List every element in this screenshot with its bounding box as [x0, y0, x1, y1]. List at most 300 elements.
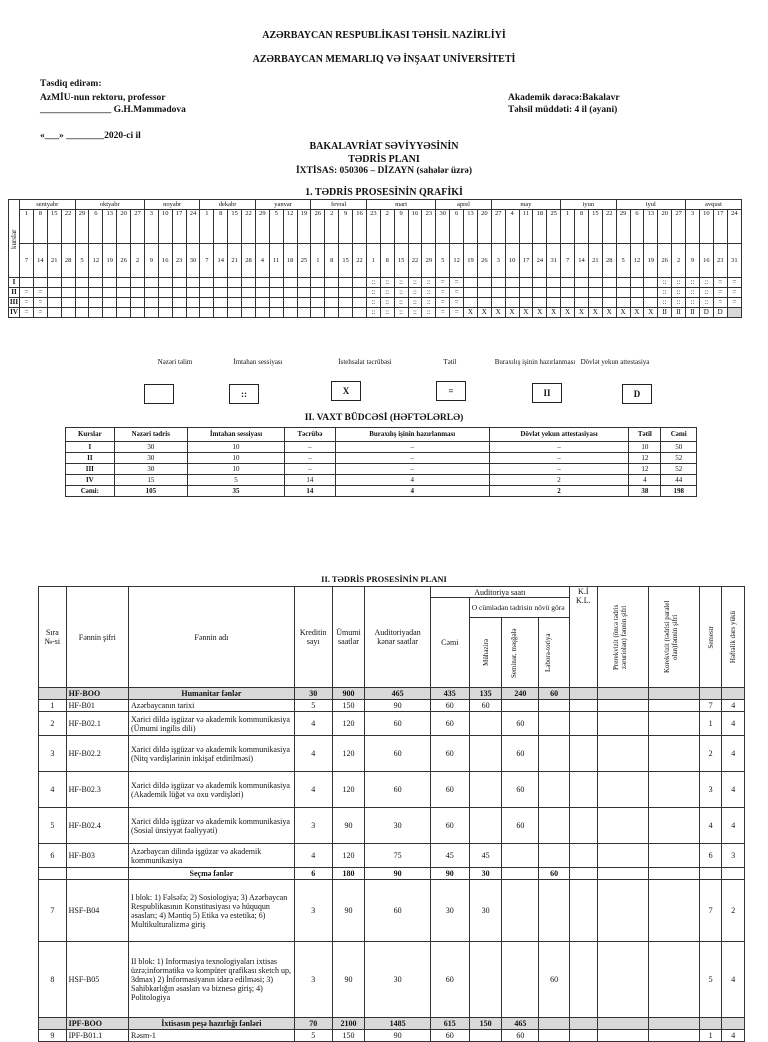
plan-cell-sem_h	[502, 868, 539, 880]
schedule-cell	[200, 308, 214, 318]
legend-label-vacation: Tətil	[443, 358, 457, 366]
plan-cell-no	[39, 688, 67, 700]
legend-label-practice: İstehsalat təcrübəsi	[338, 358, 392, 366]
month-aprel: aprel	[436, 200, 492, 210]
plan-cell-lab	[539, 880, 570, 942]
plan-cell-co	[648, 868, 699, 880]
schedule-cell	[630, 288, 644, 298]
hdr-coreq: Korekvizit (tədrisi paralel olan)fənnin şifri	[648, 587, 699, 688]
schedule-cell: X	[477, 308, 491, 318]
schedule-cell	[575, 288, 589, 298]
plan-cell-lab	[539, 772, 570, 808]
week-end: 26	[477, 244, 491, 278]
hdr-aud: Auditoriya saatı	[430, 587, 569, 598]
schedule-cell	[255, 288, 269, 298]
budget-cell: 30	[114, 464, 187, 475]
course-label: II	[9, 288, 20, 298]
plan-cell-week: 4	[722, 736, 745, 772]
schedule-cell: X	[533, 308, 547, 318]
schedule-cell	[339, 278, 353, 288]
schedule-cell	[547, 298, 561, 308]
plan-cell-total: 120	[332, 712, 365, 736]
schedule-cell: ::	[699, 288, 713, 298]
budget-cell: 2	[489, 475, 629, 486]
week-start: 1	[200, 210, 214, 244]
week-end: 26	[658, 244, 672, 278]
schedule-cell	[491, 298, 505, 308]
plan-cell-credit: 6	[294, 868, 332, 880]
plan-cell-code: IPF-B01.1	[66, 1030, 128, 1042]
schedule-cell	[158, 298, 172, 308]
week-start: 16	[408, 210, 422, 244]
week-end: 8	[380, 244, 394, 278]
plan-cell-code: HF-B02.4	[66, 808, 128, 844]
month-iyul: iyul	[616, 200, 685, 210]
plan-cell-sum: 60	[430, 808, 469, 844]
ministry-title: AZƏRBAYCAN RESPUBLİKASI TƏHSİL NAZİRLİYİ	[262, 30, 506, 41]
week-start: 8	[575, 210, 589, 244]
schedule-cell	[255, 298, 269, 308]
plan-cell-no: 9	[39, 1030, 67, 1042]
week-end: 7	[561, 244, 575, 278]
schedule-cell: ::	[422, 278, 436, 288]
hdr-seminar: Seminar, məşğələ	[502, 618, 539, 688]
schedule-cell: II	[672, 308, 686, 318]
plan-cell-lec	[469, 772, 502, 808]
budget-cell: IV	[66, 475, 115, 486]
plan-cell-outside: 60	[365, 772, 430, 808]
hdr-code: Fənnin şifri	[66, 587, 128, 688]
schedule-cell: ::	[366, 278, 380, 288]
budget-cell: 35	[187, 486, 284, 497]
plan-cell-total: 2100	[332, 1018, 365, 1030]
plan-cell-no: 6	[39, 844, 67, 868]
budget-cell: –	[335, 442, 489, 453]
budget-table	[65, 427, 697, 497]
week-end: 2	[131, 244, 145, 278]
week-end: 14	[33, 244, 47, 278]
schedule-cell	[61, 308, 75, 318]
plan-cell-sem_h: 60	[502, 736, 539, 772]
schedule-cell	[602, 288, 616, 298]
schedule-cell: =	[713, 278, 727, 288]
schedule-cell	[269, 288, 283, 298]
schedule-cell	[602, 278, 616, 288]
legend-box-vacation: =	[436, 381, 466, 401]
budget-cell: –	[489, 453, 629, 464]
plan-cell-sem_h: 60	[502, 712, 539, 736]
week-end: 25	[297, 244, 311, 278]
plan-cell-total: 120	[332, 844, 365, 868]
schedule-cell	[117, 288, 131, 298]
plan-cell-code	[66, 868, 128, 880]
schedule-cell	[269, 278, 283, 288]
week-start: 12	[283, 210, 297, 244]
schedule-cell	[533, 288, 547, 298]
schedule-cell: ::	[422, 288, 436, 298]
plan-cell-ki	[569, 736, 597, 772]
plan-cell-pre	[597, 736, 648, 772]
schedule-cell	[644, 288, 658, 298]
week-end: 1	[366, 244, 380, 278]
schedule-cell	[89, 298, 103, 308]
plan-cell-total: 120	[332, 772, 365, 808]
schedule-cell: X	[547, 308, 561, 318]
plan-cell-code: HF-B02.2	[66, 736, 128, 772]
schedule-cell	[269, 308, 283, 318]
budget-cell: 10	[629, 442, 661, 453]
schedule-cell: =	[20, 308, 34, 318]
week-start: 8	[214, 210, 228, 244]
plan-cell-total: 90	[332, 808, 365, 844]
schedule-cell	[103, 298, 117, 308]
week-end: 4	[255, 244, 269, 278]
schedule-cell	[186, 288, 200, 298]
schedule-cell	[283, 308, 297, 318]
budget-cell: Cəmi:	[66, 486, 115, 497]
plan-cell-sem_h	[502, 942, 539, 1018]
week-start: 6	[630, 210, 644, 244]
schedule-cell: ::	[658, 298, 672, 308]
schedule-cell: =	[727, 298, 741, 308]
plan-cell-co	[648, 700, 699, 712]
plan-cell-sem_h: 465	[502, 1018, 539, 1030]
schedule-cell	[47, 308, 61, 318]
schedule-cell	[242, 308, 256, 318]
schedule-cell: ::	[394, 288, 408, 298]
schedule-cell	[311, 278, 325, 288]
week-start: 2	[325, 210, 339, 244]
week-start: 17	[172, 210, 186, 244]
schedule-cell: II	[686, 308, 700, 318]
week-start: 29	[616, 210, 630, 244]
week-end: 15	[339, 244, 353, 278]
month-noyabr: noyabr	[144, 200, 200, 210]
week-start: 20	[477, 210, 491, 244]
week-end: 31	[547, 244, 561, 278]
legend-label-attestation: Dövlət yekun attestasiya	[580, 358, 650, 366]
hdr-weekly: Həftəlik dərs yükü	[722, 587, 745, 688]
week-end: 5	[75, 244, 89, 278]
schedule-cell	[75, 308, 89, 318]
legend-box-exam: ::	[229, 384, 259, 404]
plan-cell-outside: 30	[365, 942, 430, 1018]
budget-header: Nəzəri tədris	[114, 428, 187, 442]
budget-cell: –	[335, 453, 489, 464]
plan-cell-sum: 60	[430, 772, 469, 808]
plan-cell-lab	[539, 712, 570, 736]
plan-cell-sem_h: 60	[502, 808, 539, 844]
week-start: 13	[464, 210, 478, 244]
budget-header: Buraxılış işinin hazırlanması	[335, 428, 489, 442]
schedule-cell	[47, 298, 61, 308]
budget-cell: III	[66, 464, 115, 475]
plan-cell-ki	[569, 808, 597, 844]
week-end: 5	[436, 244, 450, 278]
week-end: 12	[89, 244, 103, 278]
plan-cell-lec	[469, 1030, 502, 1042]
schedule-cell	[255, 278, 269, 288]
schedule-cell	[311, 288, 325, 298]
legend-box-theory	[144, 384, 174, 404]
plan-cell-name: I blok: 1) Fəlsəfə; 2) Sosiologiya; 3) Azərbaycan Respublikasının Konstitusiyası və hüququn əsasları; 4) Məntiq 5) Etika və estetika; 6) Multikulturalizmə giriş	[129, 880, 295, 942]
week-end: 19	[644, 244, 658, 278]
plan-cell-outside: 90	[365, 868, 430, 880]
budget-cell: 4	[629, 475, 661, 486]
schedule-cell	[547, 288, 561, 298]
plan-cell-ki	[569, 942, 597, 1018]
plan-cell-sem: 6	[699, 844, 722, 868]
plan-cell-no: 1	[39, 700, 67, 712]
schedule-cell	[61, 298, 75, 308]
plan-cell-week: 3	[722, 844, 745, 868]
plan-cell-sem	[699, 688, 722, 700]
schedule-cell	[200, 298, 214, 308]
schedule-cell	[47, 278, 61, 288]
budget-cell: 14	[285, 486, 336, 497]
schedule-cell: ::	[380, 298, 394, 308]
plan-cell-week: 4	[722, 942, 745, 1018]
budget-cell: 38	[629, 486, 661, 497]
hdr-aud-sub: O cümlədən tədrisin növü görə	[469, 598, 569, 618]
budget-cell: 198	[661, 486, 697, 497]
week-start: 29	[255, 210, 269, 244]
plan-cell-name: Xarici dildə işgüzar və akademik kommunikasiya (Ümumi ingilis dili)	[129, 712, 295, 736]
plan-cell-ki	[569, 688, 597, 700]
schedule-cell: D	[699, 308, 713, 318]
schedule-cell	[144, 298, 158, 308]
schedule-cell: ::	[394, 308, 408, 318]
plan-cell-sum: 90	[430, 868, 469, 880]
schedule-cell: X	[575, 308, 589, 318]
month-sentyabr: sentyabr	[20, 200, 76, 210]
hdr-no: Sıra №-si	[39, 587, 67, 688]
plan-cell-ki	[569, 1030, 597, 1042]
schedule-cell: ::	[366, 308, 380, 318]
week-end: 21	[228, 244, 242, 278]
schedule-cell	[561, 288, 575, 298]
schedule-cell	[630, 298, 644, 308]
week-start: 27	[672, 210, 686, 244]
kurslar-header: kurslar	[9, 200, 20, 278]
schedule-cell	[172, 278, 186, 288]
week-start: 27	[131, 210, 145, 244]
rector-label: AzMİU-nun rektoru, professor	[40, 93, 166, 103]
budget-cell: 2	[489, 486, 629, 497]
plan-cell-lab: 60	[539, 868, 570, 880]
plan-cell-pre	[597, 844, 648, 868]
schedule-cell: ::	[672, 288, 686, 298]
section-1-title: 1. TƏDRİS PROSESİNİN QRAFİKİ	[305, 187, 463, 198]
schedule-cell	[89, 288, 103, 298]
hdr-sum: Cəmi	[430, 598, 469, 688]
week-end: 30	[186, 244, 200, 278]
specialty-label: İXTİSAS: 050306 – DİZAYN (sahələr üzrə)	[295, 166, 473, 176]
schedule-cell	[297, 298, 311, 308]
schedule-cell	[61, 288, 75, 298]
week-end: 10	[505, 244, 519, 278]
schedule-cell	[339, 308, 353, 318]
week-start: 3	[144, 210, 158, 244]
schedule-cell	[242, 298, 256, 308]
plan-cell-pre	[597, 942, 648, 1018]
schedule-cell	[200, 288, 214, 298]
schedule-cell	[242, 278, 256, 288]
schedule-cell	[117, 308, 131, 318]
hdr-outside: Auditoriyadan kənar saatlar	[365, 587, 430, 688]
month-mart: mart	[366, 200, 435, 210]
week-end: 21	[47, 244, 61, 278]
budget-header: İmtahan sessiyası	[187, 428, 284, 442]
schedule-cell: =	[436, 288, 450, 298]
plan-cell-sem: 2	[699, 736, 722, 772]
hdr-lab: Labora-toriya	[539, 618, 570, 688]
plan-cell-code: HF-B01	[66, 700, 128, 712]
plan-cell-outside: 60	[365, 880, 430, 942]
schedule-cell	[325, 288, 339, 298]
budget-cell: 105	[114, 486, 187, 497]
week-start: 13	[103, 210, 117, 244]
schedule-cell	[283, 288, 297, 298]
plan-cell-code: HF-B02.3	[66, 772, 128, 808]
schedule-cell	[144, 278, 158, 288]
schedule-cell	[325, 298, 339, 308]
plan-cell-lec: 60	[469, 700, 502, 712]
course-label: I	[9, 278, 20, 288]
plan-cell-no: 2	[39, 712, 67, 736]
week-start: 22	[602, 210, 616, 244]
legend-box-thesis: II	[532, 383, 562, 403]
schedule-cell	[491, 278, 505, 288]
week-end: 19	[464, 244, 478, 278]
week-end: 23	[172, 244, 186, 278]
plan-cell-lec: 30	[469, 868, 502, 880]
plan-cell-total: 180	[332, 868, 365, 880]
schedule-cell: =	[727, 278, 741, 288]
plan-cell-lec	[469, 942, 502, 1018]
plan-cell-sem: 7	[699, 700, 722, 712]
plan-cell-lab: 60	[539, 942, 570, 1018]
week-start: 15	[588, 210, 602, 244]
week-end: 12	[450, 244, 464, 278]
schedule-cell	[228, 298, 242, 308]
week-end: 2	[672, 244, 686, 278]
budget-cell: 14	[285, 475, 336, 486]
schedule-cell	[186, 298, 200, 308]
schedule-cell	[131, 278, 145, 288]
schedule-cell	[519, 298, 533, 308]
plan-cell-name: Xarici dildə işgüzar və akademik kommunikasiya (Nitq vərdişlərinin inkişaf etdirilməsi)	[129, 736, 295, 772]
schedule-cell	[20, 278, 34, 288]
week-start: 26	[311, 210, 325, 244]
hdr-lecture: Mühazirə	[469, 618, 502, 688]
plan-cell-lab	[539, 736, 570, 772]
budget-cell: –	[489, 442, 629, 453]
plan-cell-name: Azərbaycan dilində işgüzar və akademik kommunikasiya	[129, 844, 295, 868]
schedule-cell: D	[713, 308, 727, 318]
schedule-cell: ::	[672, 298, 686, 308]
schedule-cell	[33, 278, 47, 288]
plan-cell-outside: 60	[365, 736, 430, 772]
plan-cell-no: 3	[39, 736, 67, 772]
schedule-cell	[75, 288, 89, 298]
hdr-credit: Kreditin sayı	[294, 587, 332, 688]
week-end: 14	[214, 244, 228, 278]
schedule-cell: =	[436, 298, 450, 308]
week-start: 3	[686, 210, 700, 244]
plan-cell-sum: 60	[430, 942, 469, 1018]
plan-cell-week	[722, 868, 745, 880]
schedule-cell	[269, 298, 283, 308]
schedule-cell: =	[713, 298, 727, 308]
schedule-cell	[561, 278, 575, 288]
schedule-cell: ::	[686, 288, 700, 298]
plan-title-2: TƏDRİS PLANI	[348, 154, 420, 165]
schedule-cell: ::	[699, 278, 713, 288]
schedule-cell	[228, 308, 242, 318]
week-start: 22	[242, 210, 256, 244]
hdr-total: Ümumi saatlar	[332, 587, 365, 688]
schedule-cell: ::	[686, 278, 700, 288]
legend-label-exam: İmtahan sessiyası	[233, 358, 283, 366]
plan-cell-code: HF-B03	[66, 844, 128, 868]
plan-cell-lec: 150	[469, 1018, 502, 1030]
week-start: 25	[547, 210, 561, 244]
budget-header: Dövlət yekun attestasiyası	[489, 428, 629, 442]
schedule-cell	[575, 298, 589, 308]
plan-cell-name: Xarici dildə işgüzar və akademik kommunikasiya (Akademik lüğət və oxu vərdişləri)	[129, 772, 295, 808]
plan-cell-credit: 70	[294, 1018, 332, 1030]
plan-cell-credit: 3	[294, 880, 332, 942]
schedule-cell: ::	[380, 278, 394, 288]
schedule-cell	[505, 278, 519, 288]
week-start: 29	[75, 210, 89, 244]
schedule-cell: X	[616, 308, 630, 318]
schedule-cell	[255, 308, 269, 318]
week-start: 8	[33, 210, 47, 244]
plan-cell-lec	[469, 736, 502, 772]
plan-cell-pre	[597, 1030, 648, 1042]
week-end: 24	[533, 244, 547, 278]
week-end: 18	[283, 244, 297, 278]
schedule-cell	[575, 278, 589, 288]
plan-cell-outside: 465	[365, 688, 430, 700]
schedule-cell	[561, 298, 575, 308]
week-start: 11	[519, 210, 533, 244]
plan-cell-sum: 60	[430, 736, 469, 772]
schedule-cell	[339, 288, 353, 298]
schedule-cell: ::	[658, 278, 672, 288]
budget-cell: 50	[661, 442, 697, 453]
schedule-cell	[505, 288, 519, 298]
plan-cell-ki	[569, 868, 597, 880]
schedule-cell	[505, 298, 519, 308]
hdr-ki: K.İ K.L.	[569, 587, 597, 688]
plan-cell-pre	[597, 808, 648, 844]
plan-cell-pre	[597, 700, 648, 712]
week-start: 22	[61, 210, 75, 244]
schedule-cell: ::	[408, 288, 422, 298]
plan-cell-total: 900	[332, 688, 365, 700]
plan-cell-name: İxtisasın peşə hazırlığı fənləri	[129, 1018, 295, 1030]
legend-box-attestation: D	[622, 384, 652, 404]
schedule-cell	[131, 308, 145, 318]
plan-cell-lab	[539, 700, 570, 712]
month-oktyabr: oktyabr	[75, 200, 144, 210]
plan-cell-lec	[469, 808, 502, 844]
schedule-cell	[325, 278, 339, 288]
week-end: 16	[699, 244, 713, 278]
